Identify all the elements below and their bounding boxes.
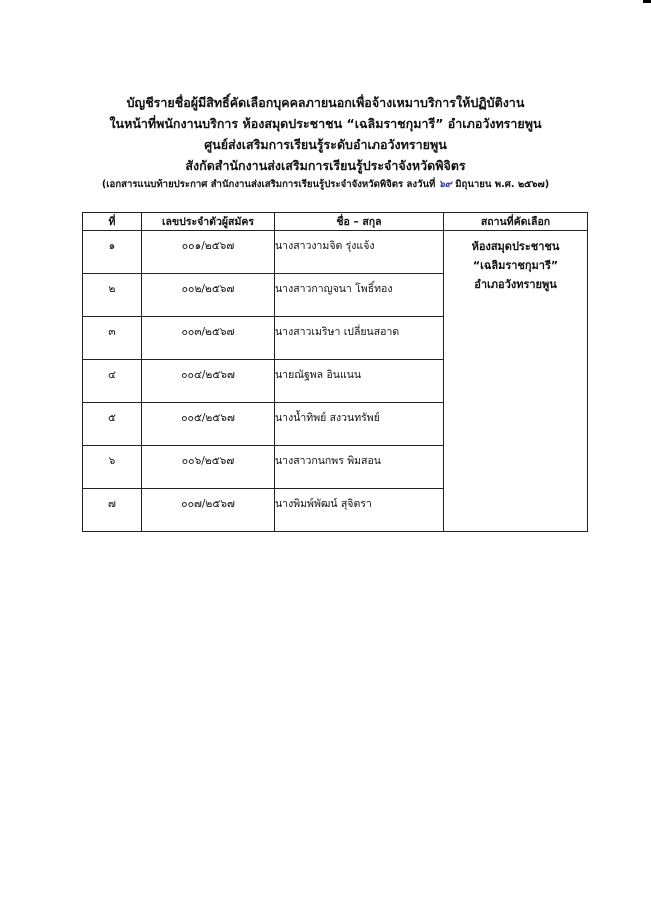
row-no: ๖ xyxy=(83,446,142,489)
table-row xyxy=(83,231,588,274)
col-header-place: สถานที่คัดเลือก xyxy=(444,213,588,231)
row-applicant-id: ๐๐๓/๒๕๖๗ xyxy=(142,317,275,360)
place-line-3: อำเภอวังทรายพูน xyxy=(474,278,557,291)
row-applicant-id: ๐๐๑/๒๕๖๗ xyxy=(142,231,275,274)
col-header-name: ชื่อ – สกุล xyxy=(275,213,444,231)
col-header-id: เลขประจำตัวผู้สมัคร xyxy=(142,213,275,231)
row-applicant-id: ๐๐๗/๒๕๖๗ xyxy=(142,489,275,532)
place-line-2: “เฉลิมราชกุมารี” xyxy=(472,259,559,272)
title-line-1: บัญชีรายชื่อผู้มีสิทธิ์คัดเลือกบุคคลภายนอกเพื่อจ้างเหมาบริการให้ปฏิบัติงาน xyxy=(126,95,525,110)
row-name: นางสาวกนกพร พิมสอน xyxy=(275,446,444,489)
scan-corner-mark xyxy=(643,0,651,3)
row-no: ๗ xyxy=(83,489,142,532)
row-name: นางน้ำทิพย์ สงวนทรัพย์ xyxy=(275,403,444,446)
row-name: นางสาวกาญจนา โพธิ์ทอง xyxy=(275,274,444,317)
title-line-2: ในหน้าที่พนักงานบริการ ห้องสมุดประชาชน “เฉลิมราชกุมารี” อำเภอวังทรายพูน xyxy=(109,116,542,131)
subtitle-suffix: มิถุนายน พ.ศ. ๒๕๖๗) xyxy=(455,179,550,190)
row-name: นางสาวงามจิต รุ่งแจ้ง xyxy=(275,231,444,274)
row-no: ๒ xyxy=(83,274,142,317)
col-header-no: ที่ xyxy=(83,213,142,231)
document-subtitle xyxy=(0,176,651,193)
row-applicant-id: ๐๐๖/๒๕๖๗ xyxy=(142,446,275,489)
row-applicant-id: ๐๐๔/๒๕๖๗ xyxy=(142,360,275,403)
row-no: ๓ xyxy=(83,317,142,360)
document-title xyxy=(0,92,651,193)
row-no: ๑ xyxy=(83,231,142,274)
candidate-table xyxy=(82,212,588,532)
row-name: นางพิมพ์พัฒน์ สุจิตรา xyxy=(275,489,444,532)
table-header-row xyxy=(83,213,588,231)
row-applicant-id: ๐๐๕/๒๕๖๗ xyxy=(142,403,275,446)
row-name: นายณัฐพล อินแนน xyxy=(275,360,444,403)
subtitle-prefix: (เอกสารแนบท้ายประกาศ สำนักงานส่งเสริมการเรียนรู้ประจำจังหวัดพิจิตร ลงวันที่ xyxy=(101,179,436,190)
place-line-1: ห้องสมุดประชาชน xyxy=(471,240,560,253)
row-applicant-id: ๐๐๒/๒๕๖๗ xyxy=(142,274,275,317)
row-no: ๔ xyxy=(83,360,142,403)
title-line-3: ศูนย์ส่งเสริมการเรียนรู้ระดับอำเภอวังทรายพูน xyxy=(204,137,447,152)
row-no: ๕ xyxy=(83,403,142,446)
title-line-4: สังกัดสำนักงานส่งเสริมการเรียนรู้ประจำจังหวัดพิจิตร xyxy=(185,158,466,173)
row-name: นางสาวเมริษา เปลี่ยนสอาด xyxy=(275,317,444,360)
selection-place xyxy=(444,231,588,532)
subtitle-handwritten-day: ๖๙ xyxy=(438,179,452,190)
